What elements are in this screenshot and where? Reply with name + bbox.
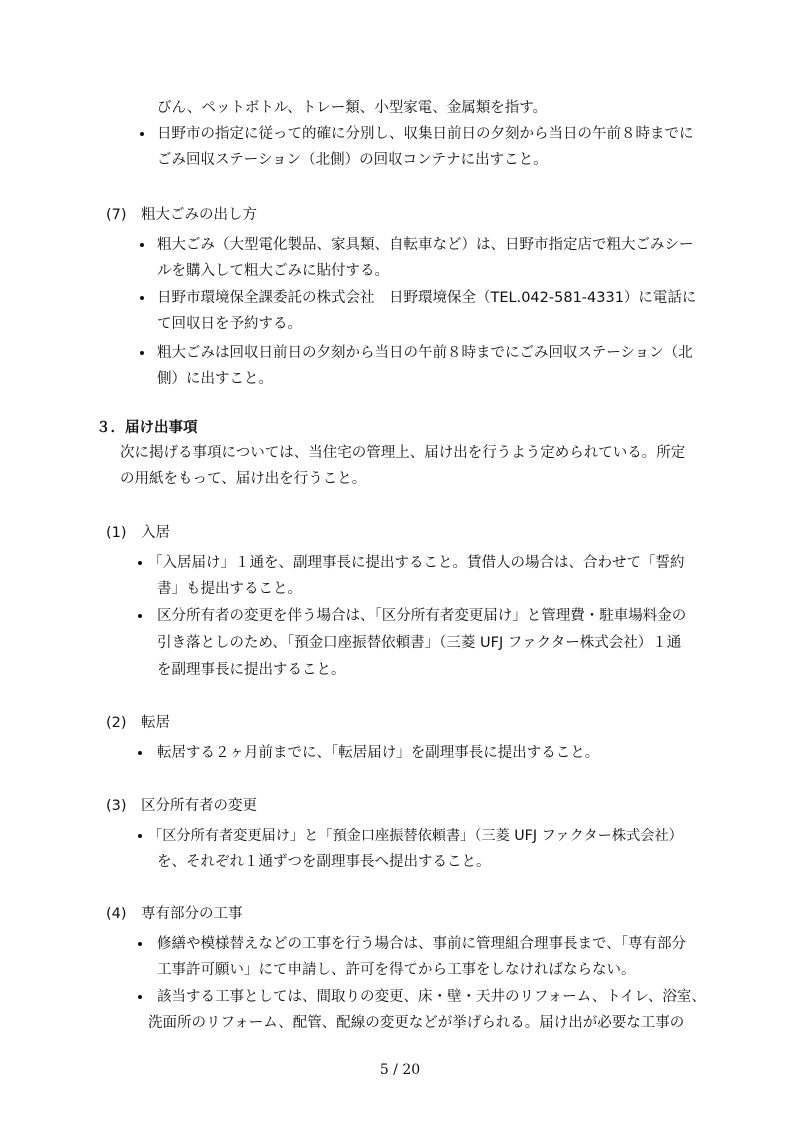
- subsection-heading: (3) 区分所有者の変更: [106, 798, 258, 814]
- bullet-dot: [140, 132, 144, 136]
- bullet-dot: [140, 243, 144, 247]
- bullet-dot: [140, 351, 144, 355]
- bullet-dot: [138, 561, 142, 565]
- text-line: 日野市環境保全課委託の株式会社 日野環境保全（TEL.042-581-4331）に電話に: [157, 290, 697, 306]
- text-line: 「区分所有者変更届け」と「預金口座振替依頼書」（三菱 UFJ ファクター株式会社）: [148, 828, 683, 844]
- text-line: 書」も提出すること。: [157, 581, 302, 597]
- text-line: ごみ回収ステーション（北側）の回収コンテナに出すこと。: [157, 152, 548, 168]
- bullet-dot: [138, 942, 142, 946]
- text-line: 粗大ごみ（大型電化製品、家具類、自転車など）は、日野市指定店で粗大ごみシー: [157, 237, 694, 253]
- text-line: 区分所有者の変更を伴う場合は、「区分所有者変更届け」と管理費・駐車場料金の: [157, 608, 687, 624]
- text-line: 日野市の指定に従って的確に分別し、収集日前日の夕刻から当日の午前８時までに: [157, 126, 694, 142]
- text-line: て回収日を予約する。: [157, 316, 302, 332]
- text-line: 洗面所のリフォーム、配管、配線の変更などが挙げられる。届け出が必要な工事の: [148, 1015, 685, 1031]
- text-line: 粗大ごみは回収日前日の夕刻から当日の午前８時までにごみ回収ステーション（北: [157, 345, 693, 361]
- text-line: 側）に出すこと。: [157, 371, 273, 387]
- text-line: 該当する工事としては、間取りの変更、床・壁・天井のリフォーム、トイレ、浴室、: [157, 989, 706, 1005]
- bullet-dot: [138, 614, 142, 618]
- page-number: 5 / 20: [379, 1062, 421, 1078]
- bullet-dot: [138, 834, 142, 838]
- text-line: 「入居届け」１通を、副理事長に提出すること。賃借人の場合は、合わせて「誓約: [148, 555, 685, 571]
- text-line: びん、ペットボトル、トレー類、小型家電、金属類を指す。: [157, 100, 548, 116]
- text-line: を副理事長に提出すること。: [157, 662, 346, 678]
- text-line: 修繕や模様替えなどの工事を行う場合は、事前に管理組合理事長まで、「専有部分: [157, 936, 686, 952]
- subsection-heading: (2) 転居: [106, 715, 171, 731]
- subsection-heading: (7) 粗大ごみの出し方: [106, 207, 258, 223]
- text-line: を、それぞれ１通ずつを副理事長へ提出すること。: [157, 854, 491, 870]
- text-line: ルを購入して粗大ごみに貼付する。: [157, 263, 389, 279]
- text-line: 工事許可願い」にて申請し、許可を得てから工事をしなければならない。: [157, 962, 636, 978]
- bullet-dot: [138, 995, 142, 999]
- text-line: 次に掲げる事項については、当住宅の管理上、届け出を行うよう定められている。所定: [120, 445, 686, 461]
- subsection-heading: (4) 専有部分の工事: [106, 906, 243, 922]
- bullet-dot: [140, 296, 144, 300]
- text-line: 転居する２ヶ月前までに、「転居届け」を副理事長に提出すること。: [157, 745, 600, 761]
- bullet-dot: [138, 751, 142, 755]
- subsection-heading: (1) 入居: [106, 525, 171, 541]
- section-heading: ３．届け出事項: [96, 420, 198, 436]
- text-line: 引き落としのため、「預金口座振替依頼書」（三菱 UFJ ファクター株式会社）１通: [157, 635, 682, 651]
- text-line: の用紙をもって、届け出を行うこと。: [120, 471, 367, 487]
